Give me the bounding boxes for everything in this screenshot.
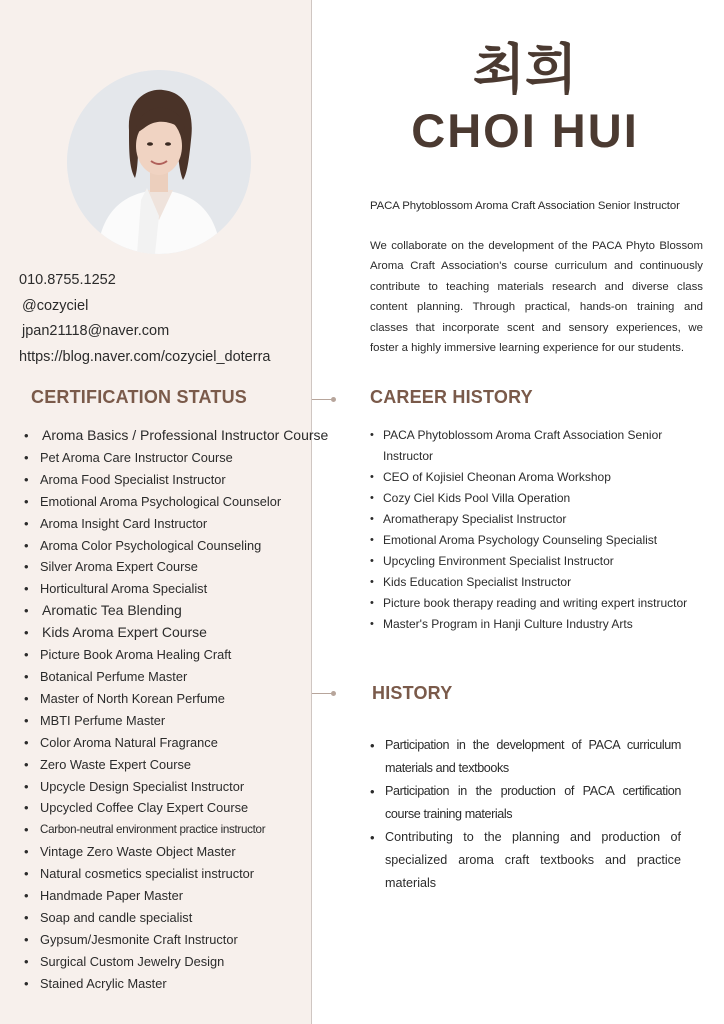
history-connector bbox=[312, 693, 334, 694]
list-item: • Aroma Food Specialist Instructor bbox=[24, 469, 344, 491]
contact-info bbox=[19, 268, 270, 370]
profile-photo bbox=[67, 70, 251, 254]
name-english: CHOI HUI bbox=[411, 104, 639, 157]
email-address[interactable]: jpan21118@naver.com bbox=[22, 323, 170, 339]
list-item: • Vintage Zero Waste Object Master bbox=[24, 841, 344, 863]
career-list bbox=[370, 425, 710, 635]
list-item: • Aroma Insight Card Instructor bbox=[24, 513, 344, 535]
list-item: • Kids Aroma Expert Course bbox=[24, 622, 344, 644]
list-item: • Aroma Basics / Professional Instructor Course bbox=[24, 425, 344, 447]
list-item: • Upcycled Coffee Clay Expert Course bbox=[24, 797, 344, 819]
list-item: • Botanical Perfume Master bbox=[24, 666, 344, 688]
role-title: PACA Phytoblossom Aroma Craft Association Senior Instructor bbox=[370, 200, 680, 212]
list-item: • Stained Acrylic Master bbox=[24, 973, 344, 995]
list-item: • Contributing to the planning and production of specialized aroma craft textbooks and practice materials bbox=[370, 826, 681, 895]
list-item: • Silver Aroma Expert Course bbox=[24, 556, 344, 578]
list-item: • Picture Book Aroma Healing Craft bbox=[24, 644, 344, 666]
list-item: • Soap and candle specialist bbox=[24, 907, 344, 929]
list-item: • Horticultural Aroma Specialist bbox=[24, 578, 344, 600]
list-item: • Surgical Custom Jewelry Design bbox=[24, 951, 344, 973]
certification-connector bbox=[312, 399, 334, 400]
list-item: • Picture book therapy reading and writing expert instructor bbox=[370, 593, 710, 614]
list-item: • PACA Phytoblossom Aroma Craft Association Senior Instructor bbox=[370, 425, 710, 467]
list-item: • Participation in the development of PACA curriculum materials and textbooks bbox=[370, 734, 681, 780]
list-item: • Participation in the production of PACA certification course training materials bbox=[370, 780, 681, 826]
portrait-illustration bbox=[67, 70, 251, 254]
list-item: • Upcycle Design Specialist Instructor bbox=[24, 776, 344, 798]
list-item: • Upcycling Environment Specialist Instructor bbox=[370, 551, 710, 572]
list-item: • Aroma Color Psychological Counseling bbox=[24, 535, 344, 557]
list-item: • Zero Waste Expert Course bbox=[24, 754, 344, 776]
list-item: • Emotional Aroma Psychology Counseling Specialist bbox=[370, 530, 710, 551]
list-item: • CEO of Kojisiel Cheonan Aroma Workshop bbox=[370, 467, 710, 488]
history-list bbox=[370, 734, 681, 895]
blog-link[interactable]: https://blog.naver.com/cozyciel_doterra bbox=[19, 348, 271, 365]
list-item: • Natural cosmetics specialist instructor bbox=[24, 863, 344, 885]
list-item: • Gypsum/Jesmonite Craft Instructor bbox=[24, 929, 344, 951]
instagram-handle[interactable]: @cozyciel bbox=[22, 297, 89, 314]
certification-list bbox=[24, 425, 344, 995]
name-korean: 최희 bbox=[472, 40, 578, 100]
list-item: • Cozy Ciel Kids Pool Villa Operation bbox=[370, 488, 710, 509]
list-item: • Color Aroma Natural Fragrance bbox=[24, 732, 344, 754]
certification-title: CERTIFICATION STATUS bbox=[31, 387, 247, 407]
career-title: CAREER HISTORY bbox=[370, 387, 533, 407]
list-item: • Master's Program in Hanji Culture Industry Arts bbox=[370, 614, 710, 635]
list-item: • Emotional Aroma Psychological Counselor bbox=[24, 491, 344, 513]
list-item: • Pet Aroma Care Instructor Course bbox=[24, 447, 344, 469]
list-item: • MBTI Perfume Master bbox=[24, 710, 344, 732]
list-item: • Master of North Korean Perfume bbox=[24, 688, 344, 710]
list-item: • Aromatic Tea Blending bbox=[24, 600, 344, 622]
intro-paragraph: We collaborate on the development of the PACA Phyto Blossom Aroma Craft Association's course curriculum and continuously contribute to teaching materials research and diverse class content planning. Through practical, hands-on training and classes that incorporate scent and sensory experiences, we foster a highly immersive learning experience for our students. bbox=[370, 240, 703, 355]
list-item: • Aromatherapy Specialist Instructor bbox=[370, 509, 710, 530]
list-item: • Carbon-neutral environment practice instructor bbox=[24, 819, 344, 841]
list-item: • Kids Education Specialist Instructor bbox=[370, 572, 710, 593]
list-item: • Handmade Paper Master bbox=[24, 885, 344, 907]
phone-number: 010.8755.1252 bbox=[19, 272, 116, 288]
history-title: HISTORY bbox=[372, 683, 453, 703]
